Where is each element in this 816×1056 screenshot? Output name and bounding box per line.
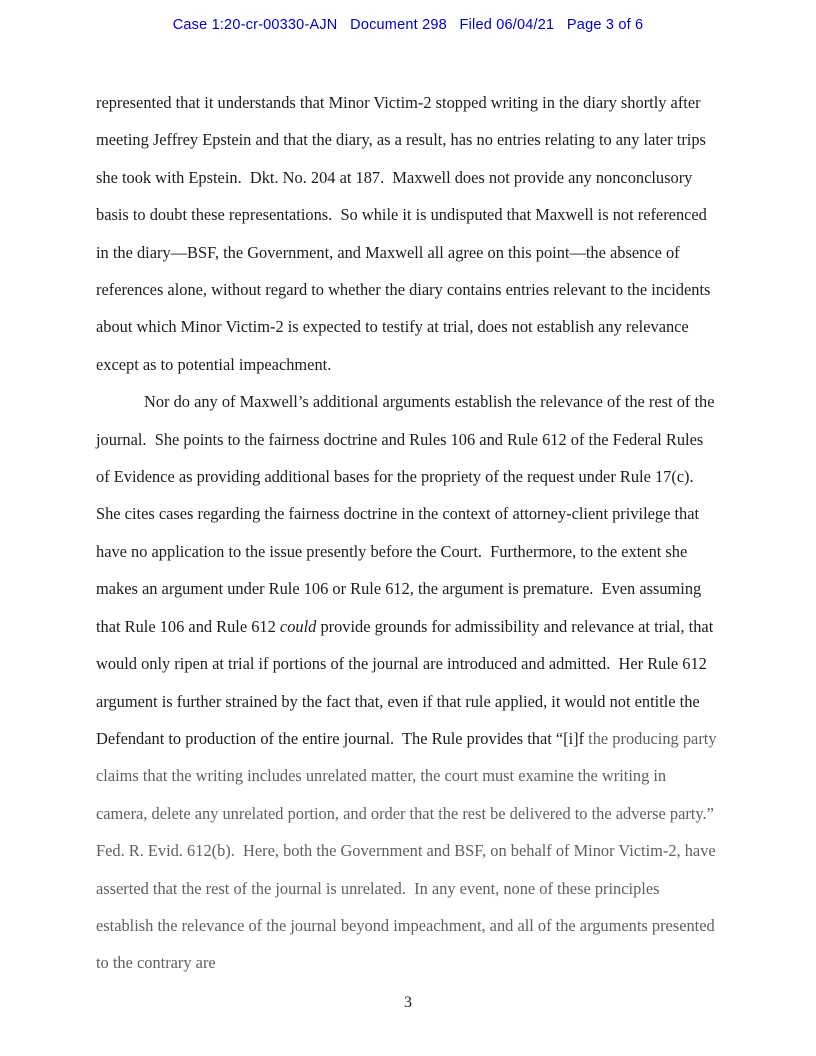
ecf-header-stamp: Case 1:20-cr-00330-AJN Document 298 Filed 06/04/21 Page 3 of 6 [172, 17, 644, 33]
paragraph [96, 84, 720, 383]
text-run-italic: could [279, 616, 317, 636]
document-body [96, 84, 723, 982]
text-run: Nor do any of Maxwell’s additional arguments establish the relevance of the rest of the journal. She points to the fairness doctrine and Rules 106 and Rule 612 of the Federal Rules of Evidence as providing additional bases for the propriety of the request under Rule 17(c). She cites cases regarding the fairness doctrine in the context of attorney-client privilege that have no application to the issue presently before the Court. Furthermore, to the extent she makes an argument under Rule 106 or Rule 612, the argument is premature. Even assuming that Rule 106 and Rule 612 [96, 392, 719, 636]
text-run-muted: the producing party claims that the writing includes unrelated matter, the court must examine the writing in camera, delete any unrelated portion, and order that the rest be delivered to the adverse party.” Fed. R. Evid. 612(b). Here, both the Government and BSF, on behalf of Minor Victim-2, have asserted that the rest of the journal is unrelated. In any event, none of these principles establish the relevance of the journal beyond impeachment, and all of the arguments presented to the contrary are [96, 728, 723, 973]
text-run: provide grounds for admissibility and relevance at trial, that would only ripen at trial if portions of the journal are introduced and admitted. Her Rule 612 argument is further strained by the fact that, even if that rule applied, it would not entitle the Defendant to production of the entire journal. The Rule provides that “[i]f [96, 616, 718, 748]
page-number: 3 [404, 994, 412, 1011]
paragraph [96, 383, 723, 982]
text-run: represented that it understands that Minor Victim-2 stopped writing in the diary shortly after meeting Jeffrey Epstein and that the diary, as a result, has no entries relating to any later trips she took with Epstein. Dkt. No. 204 at 187. Maxwell does not provide any nonconclusory basis to doubt these representations. So while it is undisputed that Maxwell is not referenced in the diary—BSF, the Government, and Maxwell all agree on this point—the absence of references alone, without regard to whether the diary contains entries relevant to the incidents about which Minor Victim-2 is expected to testify at trial, does not establish any relevance except as to potential impeachment. [96, 93, 715, 374]
